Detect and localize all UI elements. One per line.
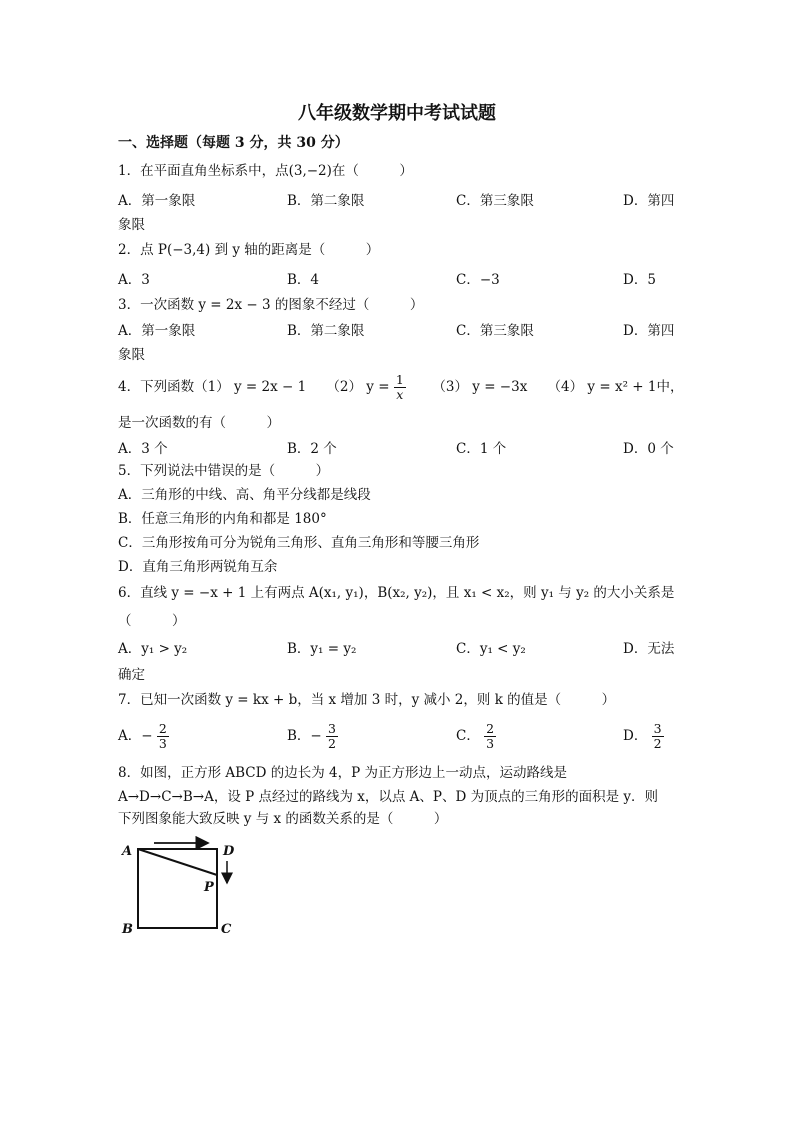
q5-option-b[interactable]: B．任意三角形的内角和都是 180° — [118, 511, 327, 527]
q7-a-fraction — [157, 722, 169, 751]
q7-b-num: 3 — [328, 721, 336, 736]
q7-d-fraction — [652, 722, 664, 751]
q6-stem-line2: （ ） — [118, 613, 186, 629]
label-c: C — [221, 922, 232, 937]
q8-line2: A→D→C→B→A，设 P 点经过的路线为 x，以点 A、P、D 为顶点的三角形的面积是 y．则 — [118, 789, 659, 805]
q7-c-num: 2 — [486, 721, 495, 736]
q3-option-a[interactable]: A．第一象限 — [118, 323, 196, 339]
q4-stem-part2: （3） y = −3x （4） y = x² + 1中， — [432, 379, 684, 395]
segment-ap — [138, 849, 217, 875]
q2-option-d[interactable]: D．5 — [623, 272, 656, 288]
q4-fraction — [394, 373, 406, 402]
q6-option-a[interactable]: A．y₁ > y₂ — [118, 641, 188, 657]
q1-option-d-wrap: 象限 — [118, 217, 145, 233]
q3-option-d[interactable]: D．第四 — [623, 323, 675, 339]
q4-option-d[interactable]: D．0 个 — [623, 441, 674, 457]
q1-stem: 1．在平面直角坐标系中，点(3,−2)在（ ） — [118, 163, 413, 179]
q4-stem-line2: 是一次函数的有（ ） — [118, 415, 280, 431]
q1-option-b[interactable]: B．第二象限 — [287, 193, 365, 209]
q2-option-c[interactable]: C．−3 — [456, 272, 500, 288]
q8-line3: 下列图象能大致反映 y 与 x 的函数关系的是（ ） — [118, 811, 448, 827]
q7-c-label: C． — [456, 728, 480, 744]
q7-b-den: 2 — [328, 736, 336, 751]
q2-option-a[interactable]: A．3 — [118, 272, 150, 288]
q4-option-a[interactable]: A．3 个 — [118, 441, 168, 457]
q1-option-a[interactable]: A．第一象限 — [118, 193, 196, 209]
q3-option-c[interactable]: C．第三象限 — [456, 323, 534, 339]
q5-option-a[interactable]: A．三角形的中线、高、角平分线都是线段 — [118, 487, 371, 503]
q2-option-b[interactable]: B．4 — [287, 272, 320, 288]
q4-stem — [118, 372, 683, 402]
q4-option-c[interactable]: C．1 个 — [456, 441, 507, 457]
q7-a-num: 2 — [158, 721, 167, 736]
q1-option-c[interactable]: C．第三象限 — [456, 193, 534, 209]
section-heading: 一、选择题（每题 3 分，共 30 分） — [118, 135, 349, 151]
q3-option-b[interactable]: B．第二象限 — [287, 323, 365, 339]
q4-option-b[interactable]: B．2 个 — [287, 441, 337, 457]
label-d: D — [223, 844, 235, 859]
q7-option-b[interactable] — [287, 718, 338, 754]
q7-stem: 7．已知一次函数 y = kx + b，当 x 增加 3 时，y 减小 2，则 k 的值是（ ） — [118, 692, 616, 708]
q8-line1: 8．如图，正方形 ABCD 的边长为 4，P 为正方形边上一动点，运动路线是 — [118, 765, 567, 781]
q3-stem: 3．一次函数 y = 2x − 3 的图象不经过（ ） — [118, 297, 424, 313]
q7-c-fraction — [484, 722, 496, 751]
label-p: P — [204, 880, 214, 895]
q2-stem: 2．点 P(−3,4) 到 y 轴的距离是（ ） — [118, 242, 380, 258]
q7-option-d[interactable] — [623, 718, 664, 754]
q7-d-label: D． — [623, 728, 648, 744]
q4-frac-denominator: x — [396, 387, 404, 402]
q6-option-d[interactable]: D．无法 — [623, 641, 675, 657]
q4-frac-numerator: 1 — [395, 372, 404, 387]
q3-option-d-wrap: 象限 — [118, 347, 145, 363]
q7-b-fraction — [326, 722, 338, 751]
q7-c-den: 3 — [486, 736, 495, 751]
q5-stem: 5．下列说法中错误的是（ ） — [118, 463, 330, 479]
label-b: B — [122, 922, 133, 937]
q7-a-den: 3 — [158, 736, 167, 751]
q7-d-den: 2 — [653, 736, 662, 751]
page-title: 八年级数学期中考试试题 — [298, 103, 496, 124]
q5-option-c[interactable]: C．三角形按角可分为锐角三角形、直角三角形和等腰三角形 — [118, 535, 480, 551]
q6-option-b[interactable]: B．y₁ = y₂ — [287, 641, 357, 657]
q7-option-c[interactable] — [456, 718, 496, 754]
q4-stem-part1: 4．下列函数（1） y = 2x − 1 （2） y = — [118, 379, 390, 395]
q6-option-d-wrap: 确定 — [118, 667, 145, 683]
q7-b-label: B．− — [287, 728, 322, 744]
square-figure — [118, 835, 243, 940]
q1-option-d[interactable]: D．第四 — [623, 193, 675, 209]
label-a: A — [122, 844, 133, 859]
q6-option-c[interactable]: C．y₁ < y₂ — [456, 641, 526, 657]
q5-option-d[interactable]: D．直角三角形两锐角互余 — [118, 559, 278, 575]
q6-stem: 6．直线 y = −x + 1 上有两点 A(x₁, y₁)，B(x₂, y₂)，且 x₁ < x₂，则 y₁ 与 y₂ 的大小关系是 — [118, 585, 675, 601]
q7-a-label: A．− — [118, 728, 153, 744]
q7-option-a[interactable] — [118, 718, 169, 754]
q7-d-num: 3 — [653, 721, 662, 736]
